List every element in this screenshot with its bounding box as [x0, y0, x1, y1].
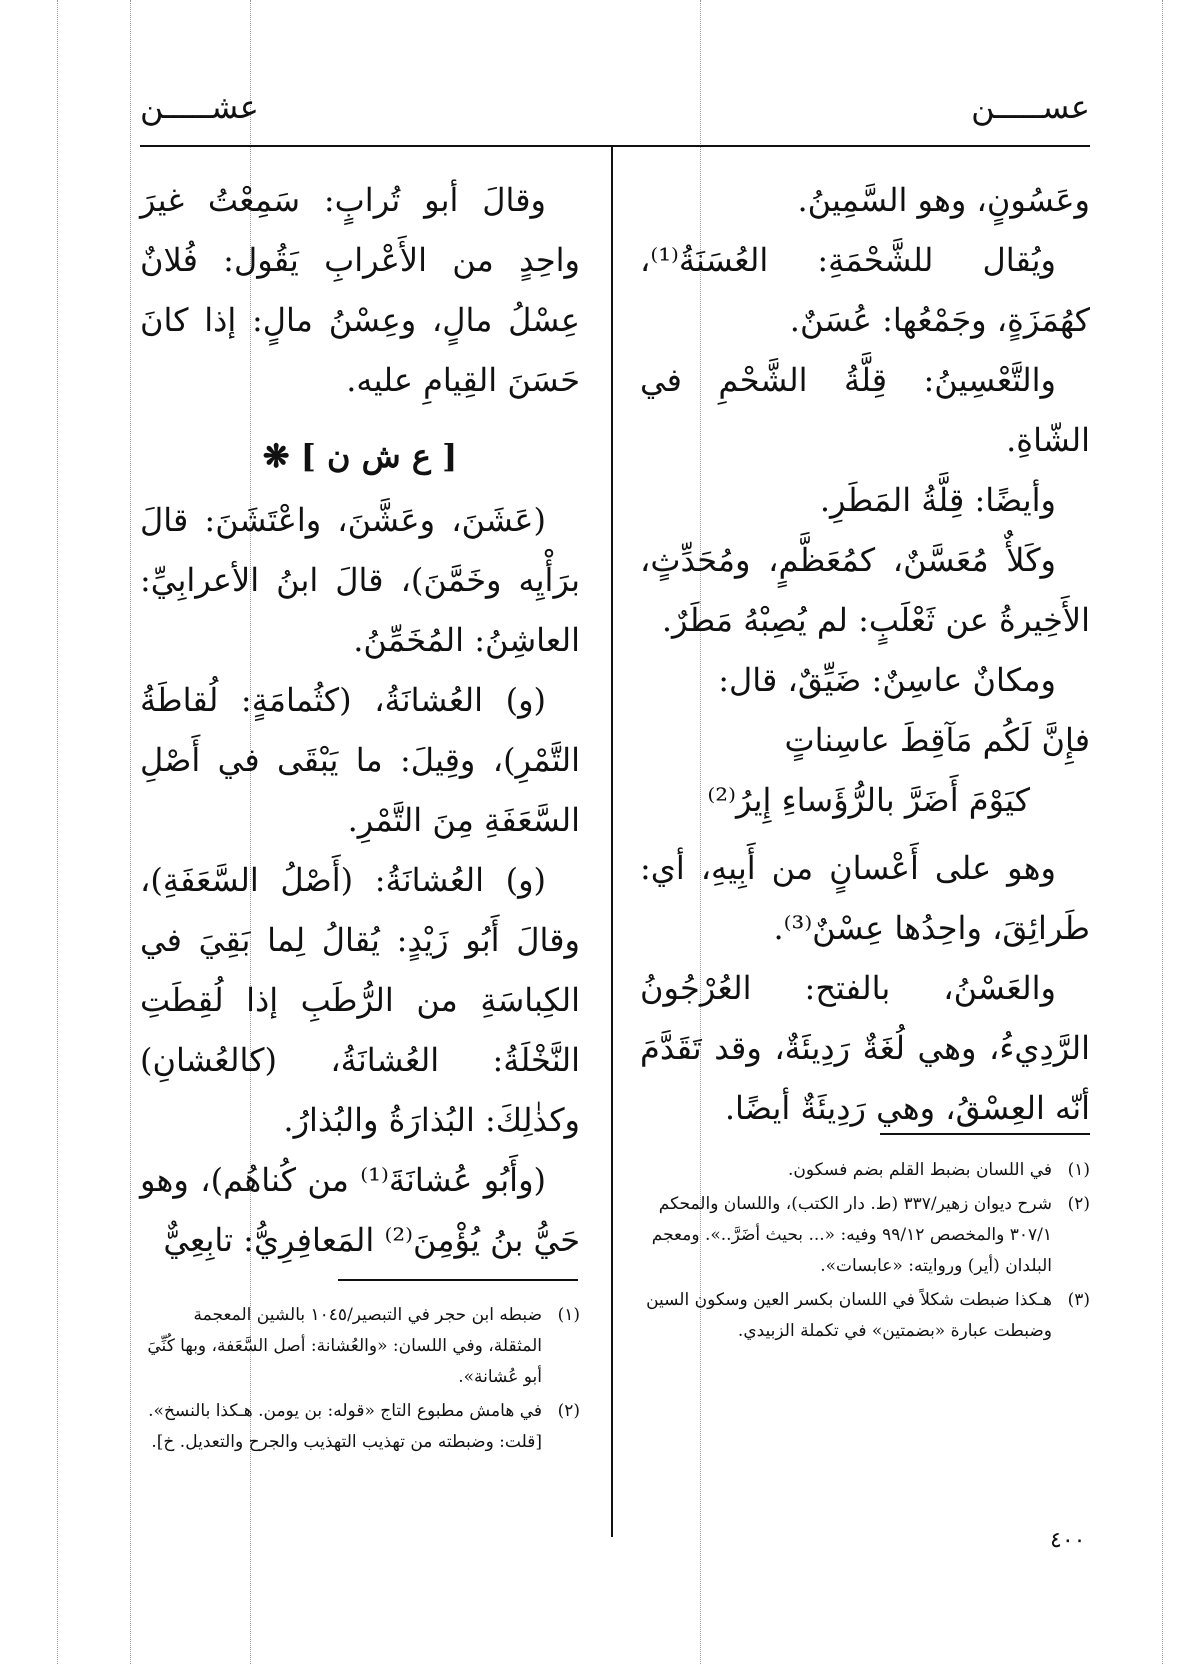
verse-line-2: كيَوْمَ أَضَرَّ بالرُّؤَساءِ إِيرُ⁽²⁾ — [707, 781, 1030, 819]
footnote-text: هـكذا ضبطت شكلاً في اللسان بكسر العين وسكون السين وضبطت عبارة «بضمتين» في تكملة الزبيدي. — [646, 1290, 1052, 1341]
paragraph: وقالَ أبو تُرابٍ: سَمِعْتُ غيرَ واحِدٍ من الأَعْرابِ يَقُول: فُلانٌ عِسْلُ مالٍ، وعِسْنُ مالٍ: إذا كانَ حَسَنَ القِيامِ عليه. — [140, 181, 580, 399]
right-column — [640, 170, 1090, 1138]
scan-guide-line — [130, 0, 131, 1664]
footnote-text: شرح ديوان زهير/٣٣٧ (ط. دار الكتب)، واللسان والمحكم ٣٠٧/١ والمخصص ٩٩/١٢ وفيه: «... بحيث أضَرَّ..». ومعجم البلدان (أير) وروايته: «عابسات». — [651, 1194, 1052, 1276]
paragraph: وعَسُونٍ، وهو السَّمِينُ. — [797, 181, 1090, 219]
footnote-rule-left — [338, 1279, 578, 1281]
page-number: ٤٠٠ — [1050, 1528, 1086, 1553]
footnote — [640, 1189, 1090, 1282]
footnote-number: (١) — [1067, 1160, 1090, 1180]
footnote-text: في اللسان بضبط القلم بضم فسكون. — [788, 1160, 1052, 1180]
footnotes-left — [140, 1300, 580, 1461]
paragraph: وأيضًا: قِلَّةُ المَطَرِ. — [819, 481, 1056, 519]
paragraph: ومكانٌ عاسِنٌ: ضَيِّقٌ، قال: — [718, 661, 1056, 699]
paragraph: وكَلأٌ مُعَسَّنٌ، كمُعَظَّمٍ، ومُحَدِّثٍ، الأَخِيرةُ عن ثَعْلَبٍ: لم يُصِبْهُ مَطَرٌ. — [640, 541, 1090, 639]
header-rule — [140, 145, 1090, 147]
running-head-left: عشـــــن — [140, 88, 259, 126]
paragraph: والعَسْنُ، بالفتح: العُرْجُونُ الرَّدِيءُ، وهي لُغَةٌ رَدِيئَةٌ، وقد تَقَدَّمَ أنّه العِسْقُ، وهي رَدِيئَةٌ أيضًا. — [640, 969, 1090, 1127]
scan-guide-line — [1162, 0, 1163, 1664]
paragraph: (وأَبُو عُشانَةَ⁽¹⁾ من كُناهُم)، وهو حَيُّ بنُ يُؤْمِنَ⁽²⁾ المَعافِرِيُّ: تابِعِيٌّ — [140, 1161, 580, 1259]
running-head-right: عســـــن — [971, 88, 1090, 126]
paragraph: (و) العُشانَةُ، (كثُمامَةٍ: لُقاطَةُ التَّمْرِ)، وقِيلَ: ما يَبْقَى في أَصْلِ السَّعَفَةِ مِنَ التَّمْرِ. — [140, 681, 580, 839]
footnote-number: (٢) — [557, 1401, 580, 1421]
entry-heading: [ ع ش ن ] ❋ — [262, 437, 458, 475]
verse-line-1: فإِنَّ لَكُم مَآقِطَ عاسِناتٍ — [784, 721, 1090, 759]
footnote — [640, 1155, 1090, 1186]
footnote-number: (٣) — [1067, 1290, 1090, 1310]
footnote — [140, 1300, 580, 1393]
left-column — [140, 170, 580, 1270]
paragraph: (عَشَنَ، وعَشَّنَ، واعْتَشَنَ: قالَ برَأْيِه وخَمَّنَ)، قالَ ابنُ الأعرابِيِّ: العاشِنُ: المُخَمِّنُ. — [140, 501, 580, 659]
paragraph: والتَّعْسِينُ: قِلَّةُ الشَّحْمِ في الشّاةِ. — [640, 361, 1090, 459]
footnotes-right — [640, 1155, 1090, 1350]
paragraph: وهو على أَعْسانٍ من أَبِيهِ، أي: طَرائِقَ، واحِدُها عِسْنٌ⁽³⁾. — [640, 849, 1090, 947]
footnote — [640, 1285, 1090, 1347]
footnote — [140, 1396, 580, 1458]
footnote-text: ضبطه ابن حجر في التبصير/١٠٤٥ بالشين المعجمة المثقلة، وفي اللسان: «والعُشانة: أصل السَّعَفة، وبها كُنِّيَ أبو عُشانة». — [147, 1305, 542, 1387]
paragraph: ويُقال للشَّحْمَةِ: العُسَنَةُ⁽¹⁾، كهُمَزَةٍ، وجَمْعُها: عُسَنٌ. — [640, 241, 1090, 339]
footnote-text: في هامش مطبوع التاج «قوله: بن يومن. هـكذا بالنسخ». [قلت: وضبطته من تهذيب التهذيب والجرح والتعديل. خ]. — [148, 1401, 542, 1452]
footnote-number: (٢) — [1067, 1194, 1090, 1214]
footnote-rule-right — [880, 1133, 1090, 1135]
column-divider — [611, 147, 613, 1537]
footnote-number: (١) — [557, 1305, 580, 1325]
paragraph: (و) العُشانَةُ: (أَصْلُ السَّعَفَةِ)، وقالَ أَبُو زَيْدٍ: يُقالُ لِما بَقِيَ في الكِباسَةِ من الرُّطَبِ إذا لُقِطَتِ النَّخْلَةُ: العُشانَةُ، (كالعُشانِ) وكذٰلِكَ: البُذارَةُ والبُذارُ. — [140, 861, 580, 1139]
scan-guide-line — [57, 0, 58, 1664]
